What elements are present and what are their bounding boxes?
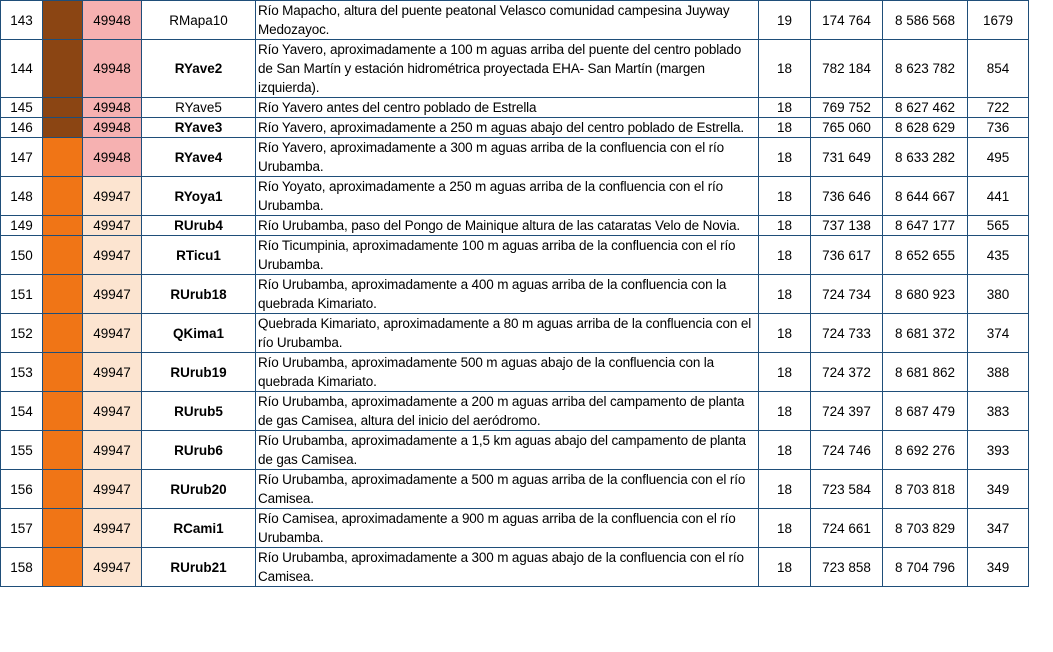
utm-east: 769 752 (811, 98, 883, 118)
utm-east: 174 764 (811, 1, 883, 40)
utm-north: 8 687 479 (883, 392, 968, 431)
basin-id: 49947 (83, 353, 142, 392)
utm-zone: 18 (759, 548, 811, 587)
basin-color-swatch (43, 216, 83, 236)
basin-id: 49948 (83, 40, 142, 98)
table-row (1, 353, 1029, 392)
station-description: Río Urubamba, aproximadamente 500 m aguas abajo de la confluencia con la quebrada Kimariato. (256, 353, 759, 392)
basin-color-swatch (43, 314, 83, 353)
utm-east: 731 649 (811, 138, 883, 177)
utm-north: 8 652 655 (883, 236, 968, 275)
altitude: 1679 (968, 1, 1029, 40)
altitude: 349 (968, 470, 1029, 509)
utm-north: 8 680 923 (883, 275, 968, 314)
basin-id: 49948 (83, 138, 142, 177)
station-code: RYave4 (142, 138, 256, 177)
station-description: Río Camisea, aproximadamente a 900 m aguas arriba de la confluencia con el río Urubamba. (256, 509, 759, 548)
basin-id: 49947 (83, 509, 142, 548)
table-row (1, 177, 1029, 216)
utm-north: 8 628 629 (883, 118, 968, 138)
basin-color-swatch (43, 236, 83, 275)
basin-color-swatch (43, 138, 83, 177)
basin-id: 49947 (83, 177, 142, 216)
basin-color-swatch (43, 392, 83, 431)
utm-east: 737 138 (811, 216, 883, 236)
table-row (1, 275, 1029, 314)
station-code: RYave2 (142, 40, 256, 98)
altitude: 393 (968, 431, 1029, 470)
station-description: Río Yavero, aproximadamente a 250 m aguas abajo del centro poblado de Estrella. (256, 118, 759, 138)
basin-id: 49947 (83, 236, 142, 275)
basin-color-swatch (43, 353, 83, 392)
utm-east: 723 858 (811, 548, 883, 587)
station-code: RUrub6 (142, 431, 256, 470)
utm-east: 765 060 (811, 118, 883, 138)
basin-color-swatch (43, 275, 83, 314)
utm-east: 724 372 (811, 353, 883, 392)
row-number: 149 (1, 216, 43, 236)
utm-north: 8 692 276 (883, 431, 968, 470)
row-number: 146 (1, 118, 43, 138)
basin-id: 49947 (83, 314, 142, 353)
altitude: 347 (968, 509, 1029, 548)
table-row (1, 470, 1029, 509)
basin-id: 49947 (83, 431, 142, 470)
basin-id: 49948 (83, 98, 142, 118)
altitude: 722 (968, 98, 1029, 118)
row-number: 150 (1, 236, 43, 275)
utm-east: 782 184 (811, 40, 883, 98)
station-description: Río Yavero, aproximadamente a 100 m aguas arriba del puente del centro poblado de San Martín y estación hidrométrica proyectada EHA- San Martín (margen izquierda). (256, 40, 759, 98)
station-description: Río Urubamba, aproximadamente a 400 m aguas arriba de la confluencia con la quebrada Kimariato. (256, 275, 759, 314)
basin-id: 49947 (83, 275, 142, 314)
table-body (1, 1, 1029, 587)
utm-east: 724 746 (811, 431, 883, 470)
utm-north: 8 586 568 (883, 1, 968, 40)
table-row (1, 1, 1029, 40)
station-description: Río Urubamba, aproximadamente a 200 m aguas arriba del campamento de planta de gas Camisea, altura del inicio del aeródromo. (256, 392, 759, 431)
basin-color-swatch (43, 40, 83, 98)
utm-east: 724 397 (811, 392, 883, 431)
station-code: QKima1 (142, 314, 256, 353)
station-code: RUrub19 (142, 353, 256, 392)
utm-north: 8 703 829 (883, 509, 968, 548)
row-number: 152 (1, 314, 43, 353)
row-number: 147 (1, 138, 43, 177)
utm-zone: 18 (759, 275, 811, 314)
basin-color-swatch (43, 1, 83, 40)
utm-north: 8 627 462 (883, 98, 968, 118)
altitude: 374 (968, 314, 1029, 353)
table-row (1, 392, 1029, 431)
utm-north: 8 647 177 (883, 216, 968, 236)
utm-east: 724 661 (811, 509, 883, 548)
utm-zone: 18 (759, 138, 811, 177)
altitude: 495 (968, 138, 1029, 177)
utm-zone: 18 (759, 177, 811, 216)
row-number: 157 (1, 509, 43, 548)
station-code: RUrub18 (142, 275, 256, 314)
altitude: 565 (968, 216, 1029, 236)
utm-zone: 18 (759, 431, 811, 470)
utm-east: 724 733 (811, 314, 883, 353)
utm-north: 8 681 862 (883, 353, 968, 392)
row-number: 143 (1, 1, 43, 40)
station-code: RUrub4 (142, 216, 256, 236)
altitude: 383 (968, 392, 1029, 431)
altitude: 380 (968, 275, 1029, 314)
station-description: Río Urubamba, aproximadamente a 500 m aguas arriba de la confluencia con el río Camisea. (256, 470, 759, 509)
table-row (1, 509, 1029, 548)
station-code: RMapa10 (142, 1, 256, 40)
station-description: Río Mapacho, altura del puente peatonal Velasco comunidad campesina Juyway Medozayoc. (256, 1, 759, 40)
row-number: 156 (1, 470, 43, 509)
table-row (1, 548, 1029, 587)
utm-north: 8 623 782 (883, 40, 968, 98)
row-number: 154 (1, 392, 43, 431)
utm-zone: 18 (759, 470, 811, 509)
station-code: RYave3 (142, 118, 256, 138)
altitude: 441 (968, 177, 1029, 216)
table-row (1, 138, 1029, 177)
utm-east: 724 734 (811, 275, 883, 314)
row-number: 153 (1, 353, 43, 392)
station-description: Quebrada Kimariato, aproximadamente a 80 m aguas arriba de la confluencia con el río Urubamba. (256, 314, 759, 353)
altitude: 854 (968, 40, 1029, 98)
utm-zone: 18 (759, 118, 811, 138)
basin-color-swatch (43, 177, 83, 216)
row-number: 144 (1, 40, 43, 98)
station-code: RUrub21 (142, 548, 256, 587)
row-number: 148 (1, 177, 43, 216)
station-code: RUrub5 (142, 392, 256, 431)
basin-id: 49947 (83, 548, 142, 587)
utm-zone: 18 (759, 353, 811, 392)
altitude: 349 (968, 548, 1029, 587)
basin-id: 49948 (83, 1, 142, 40)
basin-color-swatch (43, 431, 83, 470)
station-description: Río Urubamba, aproximadamente a 1,5 km aguas abajo del campamento de planta de gas Camisea. (256, 431, 759, 470)
table-row (1, 431, 1029, 470)
utm-east: 736 646 (811, 177, 883, 216)
table-row (1, 98, 1029, 118)
row-number: 145 (1, 98, 43, 118)
basin-color-swatch (43, 509, 83, 548)
basin-id: 49947 (83, 392, 142, 431)
row-number: 151 (1, 275, 43, 314)
station-description: Río Urubamba, paso del Pongo de Mainique altura de las cataratas Velo de Novia. (256, 216, 759, 236)
station-code: RTicu1 (142, 236, 256, 275)
table-row (1, 314, 1029, 353)
table-row (1, 118, 1029, 138)
utm-zone: 18 (759, 40, 811, 98)
utm-north: 8 704 796 (883, 548, 968, 587)
utm-east: 736 617 (811, 236, 883, 275)
altitude: 736 (968, 118, 1029, 138)
table-row (1, 216, 1029, 236)
table-row (1, 40, 1029, 98)
utm-zone: 18 (759, 236, 811, 275)
row-number: 155 (1, 431, 43, 470)
row-number: 158 (1, 548, 43, 587)
station-description: Río Yoyato, aproximadamente a 250 m aguas arriba de la confluencia con el río Urubamba. (256, 177, 759, 216)
station-code: RCami1 (142, 509, 256, 548)
basin-id: 49947 (83, 216, 142, 236)
station-code: RYoya1 (142, 177, 256, 216)
basin-id: 49947 (83, 470, 142, 509)
basin-color-swatch (43, 118, 83, 138)
basin-color-swatch (43, 548, 83, 587)
station-description: Río Ticumpinia, aproximadamente 100 m aguas arriba de la confluencia con el río Urubamba. (256, 236, 759, 275)
utm-zone: 18 (759, 392, 811, 431)
utm-zone: 18 (759, 216, 811, 236)
utm-zone: 18 (759, 98, 811, 118)
station-description: Río Yavero, aproximadamente a 300 m aguas arriba de la confluencia con el río Urubamba. (256, 138, 759, 177)
table-row (1, 236, 1029, 275)
altitude: 435 (968, 236, 1029, 275)
utm-zone: 18 (759, 314, 811, 353)
utm-north: 8 633 282 (883, 138, 968, 177)
basin-color-swatch (43, 470, 83, 509)
utm-north: 8 681 372 (883, 314, 968, 353)
altitude: 388 (968, 353, 1029, 392)
basin-color-swatch (43, 98, 83, 118)
station-description: Río Yavero antes del centro poblado de Estrella (256, 98, 759, 118)
utm-north: 8 644 667 (883, 177, 968, 216)
basin-id: 49948 (83, 118, 142, 138)
station-code: RYave5 (142, 98, 256, 118)
utm-zone: 19 (759, 1, 811, 40)
utm-zone: 18 (759, 509, 811, 548)
station-description: Río Urubamba, aproximadamente a 300 m aguas abajo de la confluencia con el río Camisea. (256, 548, 759, 587)
utm-north: 8 703 818 (883, 470, 968, 509)
utm-east: 723 584 (811, 470, 883, 509)
station-code: RUrub20 (142, 470, 256, 509)
